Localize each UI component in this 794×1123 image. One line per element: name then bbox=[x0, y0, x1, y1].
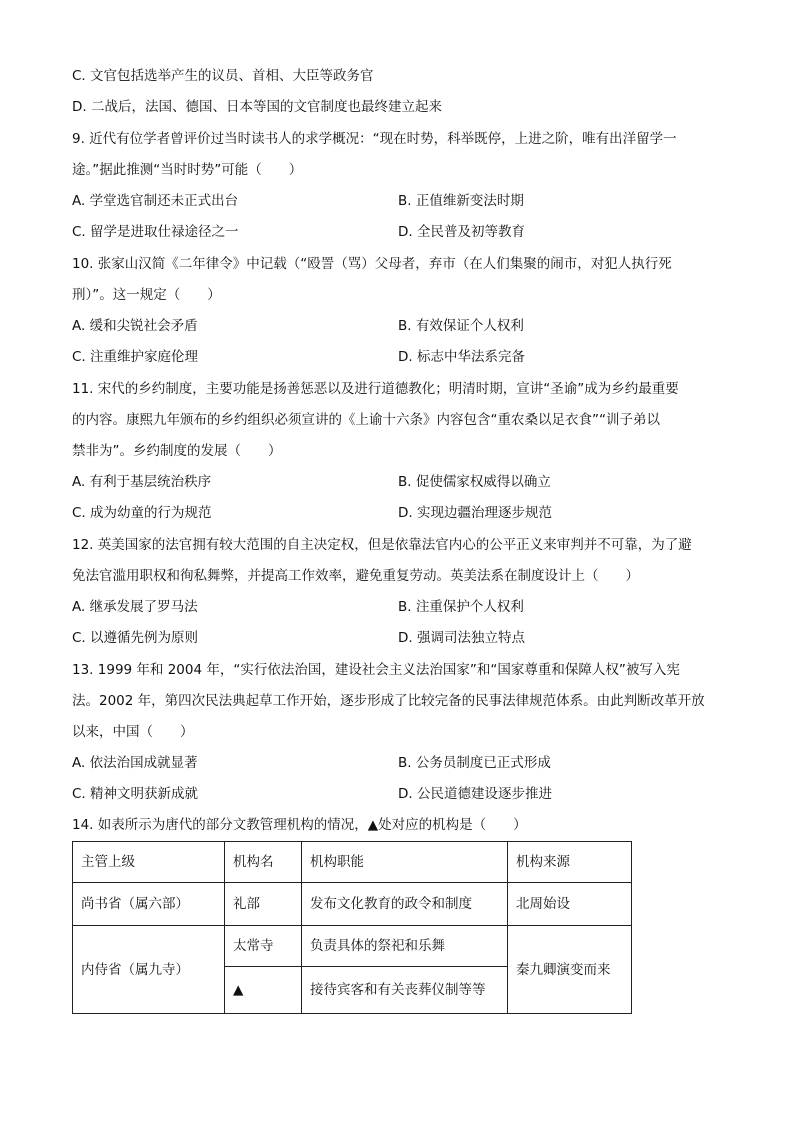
cell-name: 礼部 bbox=[225, 883, 302, 926]
q9-option-b: B. 正值维新变法时期 bbox=[398, 193, 524, 209]
cell-source: 北周始设 bbox=[508, 883, 632, 926]
header-superior: 主管上级 bbox=[73, 842, 225, 883]
q11-stem-line3: 禁非为”。乡约制度的发展（ ） bbox=[72, 443, 282, 459]
q13-option-c: C. 精神文明获新成就 bbox=[72, 786, 199, 802]
q12-option-d: D. 强调司法独立特点 bbox=[398, 630, 525, 646]
q10-option-c: C. 注重维护家庭伦理 bbox=[72, 349, 199, 365]
cell-function: 负责具体的祭祀和乐舞 bbox=[302, 926, 508, 967]
cell-superior: 内侍省（属九寺） bbox=[73, 926, 225, 1014]
q11-stem-line1: 11. 宋代的乡约制度，主要功能是扬善惩恶以及进行道德教化；明清时期，宣讲“圣谕”成为乡约最重要 bbox=[72, 381, 679, 397]
cell-superior: 尚书省（属六部） bbox=[73, 883, 225, 926]
q11-option-b: B. 促使儒家权威得以确立 bbox=[398, 474, 551, 490]
table-header-row bbox=[73, 842, 632, 883]
header-function: 机构职能 bbox=[302, 842, 508, 883]
q13-option-b: B. 公务员制度已正式形成 bbox=[398, 755, 551, 771]
q11-option-c: C. 成为幼童的行为规范 bbox=[72, 505, 212, 521]
cell-name-triangle: ▲ bbox=[225, 967, 302, 1014]
cell-source: 秦九卿演变而来 bbox=[508, 926, 632, 1014]
q13-stem-line1: 13. 1999 年和 2004 年，“实行依法治国，建设社会主义法治国家”和“国家尊重和保障人权”被写入宪 bbox=[72, 662, 680, 678]
q10-option-b: B. 有效保证个人权利 bbox=[398, 318, 524, 334]
q13-option-d: D. 公民道德建设逐步推进 bbox=[398, 786, 552, 802]
q10-option-a: A. 缓和尖锐社会矛盾 bbox=[72, 318, 198, 334]
q12-option-a: A. 继承发展了罗马法 bbox=[72, 599, 198, 615]
q10-option-d: D. 标志中华法系完备 bbox=[398, 349, 525, 365]
q12-option-b: B. 注重保护个人权利 bbox=[398, 599, 524, 615]
header-name: 机构名 bbox=[225, 842, 302, 883]
q12-stem-line1: 12. 英美国家的法官拥有较大范围的自主决定权，但是依靠法官内心的公平正义来审判并不可靠，为了避 bbox=[72, 537, 692, 553]
q9-stem-line1: 9. 近代有位学者曾评价过当时读书人的求学概况：“现在时势，科举既停，上进之阶，唯有出洋留学一 bbox=[72, 131, 677, 147]
q9-stem-line2: 途。”据此推测“当时时势”可能（ ） bbox=[72, 162, 303, 178]
q13-stem-line2: 法。2002 年，第四次民法典起草工作开始，逐步形成了比较完备的民事法律规范体系。由此判断改革开放 bbox=[72, 693, 705, 709]
table-row bbox=[73, 883, 632, 926]
q9-option-d: D. 全民普及初等教育 bbox=[398, 224, 525, 240]
cell-function: 发布文化教育的政令和制度 bbox=[302, 883, 508, 926]
q11-stem-line2: 的内容。康熙九年颁布的乡约组织必须宣讲的《上谕十六条》内容包含“重农桑以足衣食”“训子弟以 bbox=[72, 412, 660, 428]
q13-option-a: A. 依法治国成就显著 bbox=[72, 755, 198, 771]
header-source: 机构来源 bbox=[508, 842, 632, 883]
cell-name: 太常寺 bbox=[225, 926, 302, 967]
q10-stem-line1: 10. 张家山汉简《二年律令》中记载（“殴詈（骂）父母者，弃市（在人们集聚的闹市，对犯人执行死 bbox=[72, 256, 672, 272]
q14-stem: 14. 如表所示为唐代的部分文教管理机构的情况，▲处对应的机构是（ ） bbox=[72, 817, 527, 833]
q8-option-d: D. 二战后，法国、德国、日本等国的文官制度也最终建立起来 bbox=[72, 99, 442, 115]
institution-table bbox=[72, 841, 632, 1014]
q11-option-a: A. 有利于基层统治秩序 bbox=[72, 474, 212, 490]
q8-option-c: C. 文官包括选举产生的议员、首相、大臣等政务官 bbox=[72, 68, 374, 84]
cell-function: 接待宾客和有关丧葬仪制等等 bbox=[302, 967, 508, 1014]
q9-option-a: A. 学堂选官制还未正式出台 bbox=[72, 193, 239, 209]
q13-stem-line3: 以来，中国（ ） bbox=[72, 724, 194, 740]
q10-stem-line2: 刑）”。这一规定（ ） bbox=[72, 287, 221, 303]
q12-stem-line2: 免法官滥用职权和徇私舞弊，并提高工作效率，避免重复劳动。英美法系在制度设计上（ ） bbox=[72, 568, 639, 584]
q12-option-c: C. 以遵循先例为原则 bbox=[72, 630, 199, 646]
table-row bbox=[73, 926, 632, 967]
q11-option-d: D. 实现边疆治理逐步规范 bbox=[398, 505, 552, 521]
q9-option-c: C. 留学是进取仕禄途径之一 bbox=[72, 224, 239, 240]
